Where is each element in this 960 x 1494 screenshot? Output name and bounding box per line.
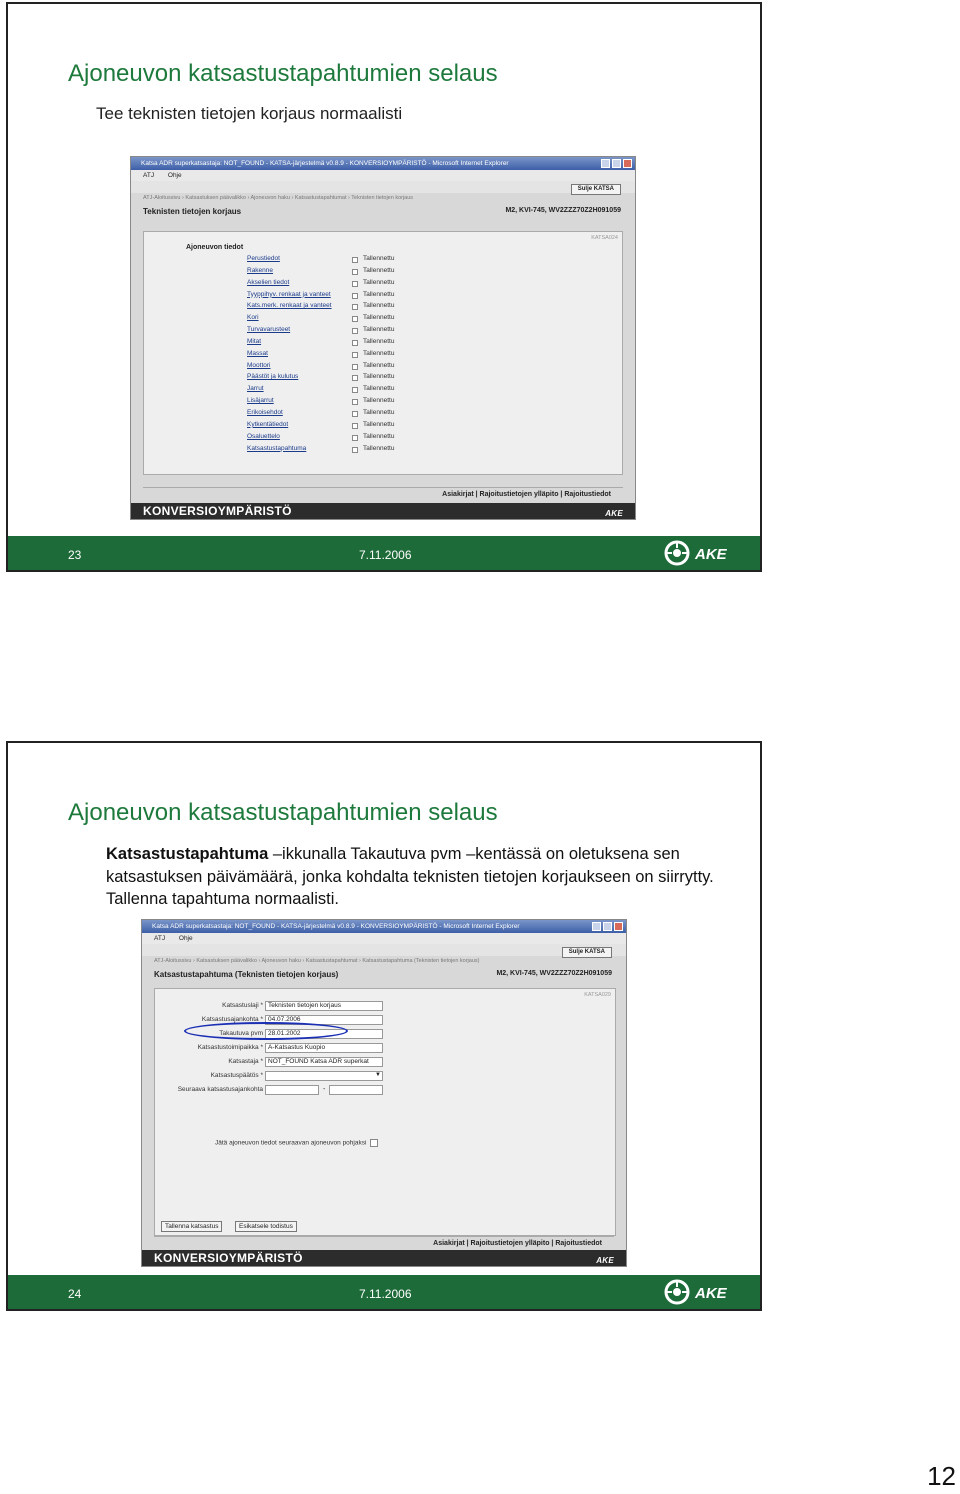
vehicle-data-row bbox=[247, 302, 417, 314]
saved-status: Tallennettu bbox=[363, 373, 395, 381]
saved-status: Tallennettu bbox=[363, 255, 395, 262]
template-checkbox-row bbox=[215, 1139, 378, 1147]
close-icon[interactable] bbox=[614, 922, 623, 931]
vehicle-data-link[interactable]: Osaluettelo bbox=[247, 432, 280, 440]
saved-checkbox[interactable] bbox=[352, 281, 358, 287]
slide-title: Ajoneuvon katsastustapahtumien selaus bbox=[68, 799, 498, 826]
katsastuslaji-input[interactable]: Teknisten tietojen korjaus bbox=[265, 1001, 383, 1011]
field-label: Katsastuslaji * bbox=[222, 1002, 263, 1009]
katsastuspaatos-select[interactable] bbox=[265, 1071, 383, 1081]
screenshot-window bbox=[141, 919, 627, 1267]
preview-certificate-button[interactable]: Esikatsele todistus bbox=[235, 1221, 297, 1232]
saved-checkbox[interactable] bbox=[352, 435, 358, 441]
saved-checkbox[interactable] bbox=[352, 269, 358, 275]
slide-footer bbox=[8, 1275, 760, 1309]
close-katsa-button[interactable]: Sulje KATSA bbox=[571, 184, 621, 195]
saved-status: Tallennettu bbox=[363, 397, 395, 405]
slide-number: 23 bbox=[68, 548, 82, 562]
page-number: 12 bbox=[927, 1461, 956, 1491]
slide-number: 24 bbox=[68, 1287, 82, 1301]
vehicle-id: M2, KVI-745, WV2ZZZ70Z2H091059 bbox=[496, 970, 612, 977]
ake-logo bbox=[664, 1279, 742, 1305]
vehicle-data-row bbox=[247, 314, 417, 326]
vehicle-data-link[interactable]: Erikoisehdot bbox=[247, 408, 283, 416]
slide-footer bbox=[8, 536, 760, 570]
vehicle-data-row bbox=[247, 409, 417, 421]
ake-logo-text: AKE bbox=[695, 1285, 727, 1302]
range-separator: - bbox=[323, 1086, 326, 1093]
saved-checkbox[interactable] bbox=[352, 387, 358, 393]
window-title: Katsa ADR superkatsastaja: NOT_FOUND - KATSA-järjestelmä v0.8.9 - KONVERSIOYMPÄRISTÖ - Microsoft Internet Explorer bbox=[141, 160, 509, 167]
vehicle-data-row bbox=[247, 267, 417, 279]
saved-status: Tallennettu bbox=[363, 408, 395, 416]
vehicle-data-row bbox=[247, 385, 417, 397]
panel-code: KATSA024 bbox=[591, 235, 618, 241]
saved-status: Tallennettu bbox=[363, 326, 395, 334]
field-label: Katsastustoimipaikka * bbox=[197, 1044, 263, 1051]
saved-checkbox[interactable] bbox=[352, 293, 358, 299]
vehicle-data-row bbox=[247, 255, 417, 267]
slide-subtitle: Tee teknisten tietojen korjaus normaalisti bbox=[96, 104, 403, 123]
window-titlebar bbox=[131, 157, 635, 170]
field-katsastustoimipaikka bbox=[155, 1043, 385, 1055]
breadcrumb: ATJ-Aloitussivu › Katsastuksen päävalikko › Ajoneuvon haku › Katsastustapahtumat › Katsastustapahtuma (Teknisten tietojen korjaus) bbox=[154, 958, 480, 964]
close-katsa-button[interactable]: Sulje KATSA bbox=[562, 947, 612, 958]
menubar bbox=[131, 170, 635, 181]
saved-checkbox[interactable] bbox=[352, 447, 358, 453]
katsastaja-input[interactable]: NOT_FOUND Katsa ADR superkat bbox=[265, 1057, 383, 1067]
window-titlebar bbox=[142, 920, 626, 933]
vehicle-data-link[interactable]: Tyyppihyv. renkaat ja vanteet bbox=[247, 290, 331, 298]
menu-item-ohje[interactable]: Ohje bbox=[167, 172, 182, 179]
vehicle-data-link[interactable]: Kytkentätiedot bbox=[247, 420, 289, 428]
maximize-icon[interactable] bbox=[612, 159, 621, 168]
saved-checkbox[interactable] bbox=[352, 411, 358, 417]
saved-checkbox[interactable] bbox=[352, 423, 358, 429]
slide-title: Ajoneuvon katsastustapahtumien selaus bbox=[68, 60, 498, 87]
brand-bar bbox=[131, 503, 635, 519]
slide-date: 7.11.2006 bbox=[359, 548, 412, 562]
minimize-icon[interactable] bbox=[601, 159, 610, 168]
chevron-down-icon[interactable]: ▼ bbox=[375, 1072, 381, 1078]
vehicle-data-row bbox=[247, 433, 417, 445]
maximize-icon[interactable] bbox=[603, 922, 612, 931]
saved-checkbox[interactable] bbox=[352, 340, 358, 346]
saved-status: Tallennettu bbox=[363, 266, 395, 274]
panel-code: KATSA029 bbox=[584, 992, 611, 998]
vehicle-data-list bbox=[247, 255, 417, 456]
bottom-links[interactable]: Asiakirjat | Rajoitustietojen ylläpito | Rajoitustiedot bbox=[154, 1236, 614, 1251]
field-label: Katsastuspäätös * bbox=[210, 1072, 263, 1079]
vehicle-id: M2, KVI-745, WV2ZZZ70Z2H091059 bbox=[505, 207, 621, 214]
saved-status: Tallennettu bbox=[363, 314, 395, 322]
toolbar bbox=[142, 944, 626, 956]
saved-status: Tallennettu bbox=[363, 361, 395, 369]
field-katsastuslaji bbox=[155, 1001, 385, 1013]
vehicle-data-row bbox=[247, 291, 417, 303]
field-label: Takautuva pvm bbox=[219, 1030, 263, 1037]
menu-item-atj[interactable]: ATJ bbox=[143, 172, 155, 179]
vehicle-data-row bbox=[247, 445, 417, 457]
vehicle-data-panel bbox=[143, 231, 623, 475]
field-seuraava-katsastusajankohta bbox=[155, 1085, 385, 1097]
saved-checkbox[interactable] bbox=[352, 257, 358, 263]
next-date-to-input[interactable] bbox=[329, 1085, 383, 1095]
saved-status: Tallennettu bbox=[363, 290, 395, 298]
highlight-oval bbox=[184, 1022, 348, 1040]
vehicle-data-row bbox=[247, 397, 417, 409]
slide-23 bbox=[6, 2, 762, 572]
vehicle-data-link[interactable]: Mitat bbox=[247, 337, 262, 345]
body-bold: Katsastustapahtuma bbox=[106, 845, 269, 863]
saved-status: Tallennettu bbox=[363, 444, 395, 452]
saved-checkbox[interactable] bbox=[352, 316, 358, 322]
section-title: Ajoneuvon tiedot bbox=[186, 244, 244, 251]
saved-status: Tallennettu bbox=[363, 420, 395, 428]
checkbox-label: Jätä ajoneuvon tiedot seuraavan ajoneuvon pohjaksi bbox=[215, 1139, 367, 1147]
saved-checkbox[interactable] bbox=[352, 375, 358, 381]
vehicle-data-row bbox=[247, 279, 417, 291]
template-checkbox[interactable] bbox=[370, 1139, 378, 1147]
brand-text: KONVERSIOYMPÄRISTÖ bbox=[154, 1251, 303, 1265]
field-label: Katsastaja * bbox=[228, 1058, 263, 1065]
slide-24 bbox=[6, 741, 762, 1311]
bottom-links[interactable]: Asiakirjat | Rajoitustietojen ylläpito | Rajoitustiedot bbox=[143, 487, 623, 502]
slide-body bbox=[106, 843, 746, 911]
saved-checkbox[interactable] bbox=[352, 399, 358, 405]
vehicle-data-link[interactable]: Päästöt ja kulutus bbox=[247, 373, 299, 381]
vehicle-data-link[interactable]: Katsastustapahtuma bbox=[247, 444, 307, 452]
saved-status: Tallennettu bbox=[363, 302, 395, 310]
page-heading: Katsastustapahtuma (Teknisten tietojen korjaus) bbox=[154, 970, 339, 979]
takautuva-pvm-input[interactable]: 28.01.2002 bbox=[265, 1029, 383, 1039]
window-title: Katsa ADR superkatsastaja: NOT_FOUND - KATSA-järjestelmä v0.8.9 - KONVERSIOYMPÄRISTÖ - Microsoft Internet Explorer bbox=[152, 923, 520, 930]
saved-checkbox[interactable] bbox=[352, 364, 358, 370]
field-label: Katsastusajankohta * bbox=[201, 1016, 263, 1023]
saved-checkbox[interactable] bbox=[352, 328, 358, 334]
saved-checkbox[interactable] bbox=[352, 352, 358, 358]
minimize-icon[interactable] bbox=[592, 922, 601, 931]
vehicle-data-row bbox=[247, 350, 417, 362]
vehicle-data-link[interactable]: Kori bbox=[247, 314, 259, 322]
saved-status: Tallennettu bbox=[363, 432, 395, 440]
save-inspection-button[interactable]: Tallenna katsastus bbox=[161, 1221, 222, 1232]
vehicle-data-link[interactable]: Massat bbox=[247, 349, 268, 357]
katsastusajankohta-input[interactable]: 04.07.2006 bbox=[265, 1015, 383, 1025]
menu-item-ohje[interactable]: Ohje bbox=[178, 935, 193, 942]
vehicle-data-link[interactable]: Lisäjarrut bbox=[247, 397, 274, 405]
body-rest: –ikkunalla Takautuva pvm –kentässä on oletuksena sen katsastuksen päivämäärä, jonka kohdalta teknisten tietojen korjaukseen on siirrytty. Tallenna tapahtuma normaalisti. bbox=[106, 845, 714, 908]
next-date-from-input[interactable] bbox=[265, 1085, 319, 1095]
vehicle-data-link[interactable]: Rakenne bbox=[247, 266, 274, 274]
vehicle-data-row bbox=[247, 373, 417, 385]
toolbar bbox=[131, 181, 635, 193]
close-icon[interactable] bbox=[623, 159, 632, 168]
saved-status: Tallennettu bbox=[363, 337, 395, 345]
menu-item-atj[interactable]: ATJ bbox=[154, 935, 166, 942]
vehicle-data-row bbox=[247, 338, 417, 350]
ake-logo bbox=[664, 540, 742, 566]
brand-logo: AKE bbox=[605, 509, 623, 518]
field-katsastuspaatos bbox=[155, 1071, 385, 1083]
menubar bbox=[142, 933, 626, 944]
brand-bar bbox=[142, 1250, 626, 1266]
vehicle-data-link[interactable]: Perustiedot bbox=[247, 255, 280, 262]
field-katsastaja bbox=[155, 1057, 385, 1069]
saved-status: Tallennettu bbox=[363, 278, 395, 286]
screenshot-window bbox=[130, 156, 636, 520]
vehicle-data-link[interactable]: Akselien tiedot bbox=[247, 278, 290, 286]
vehicle-data-link[interactable]: Moottori bbox=[247, 361, 271, 369]
katsastustoimipaikka-input[interactable]: A-Katsastus Kuopio bbox=[265, 1043, 383, 1053]
vehicle-data-row bbox=[247, 326, 417, 338]
page-heading: Teknisten tietojen korjaus bbox=[143, 207, 242, 216]
slide-date: 7.11.2006 bbox=[359, 1287, 412, 1301]
vehicle-data-link[interactable]: Turvavarusteet bbox=[247, 326, 291, 334]
ake-logo-text: AKE bbox=[695, 546, 727, 563]
brand-text: KONVERSIOYMPÄRISTÖ bbox=[143, 504, 292, 518]
vehicle-data-link[interactable]: Jarrut bbox=[247, 385, 264, 393]
breadcrumb: ATJ-Aloitussivu › Katsastuksen päävalikko › Ajoneuvon haku › Katsastustapahtumat › Teknisten tietojen korjaus bbox=[143, 195, 414, 201]
brand-logo: AKE bbox=[596, 1256, 614, 1265]
saved-checkbox[interactable] bbox=[352, 304, 358, 310]
saved-status: Tallennettu bbox=[363, 385, 395, 393]
field-label: Seuraava katsastusajankohta bbox=[177, 1086, 263, 1093]
vehicle-data-row bbox=[247, 362, 417, 374]
saved-status: Tallennettu bbox=[363, 349, 395, 357]
vehicle-data-row bbox=[247, 421, 417, 433]
vehicle-data-link[interactable]: Kats.merk. renkaat ja vanteet bbox=[247, 302, 332, 310]
